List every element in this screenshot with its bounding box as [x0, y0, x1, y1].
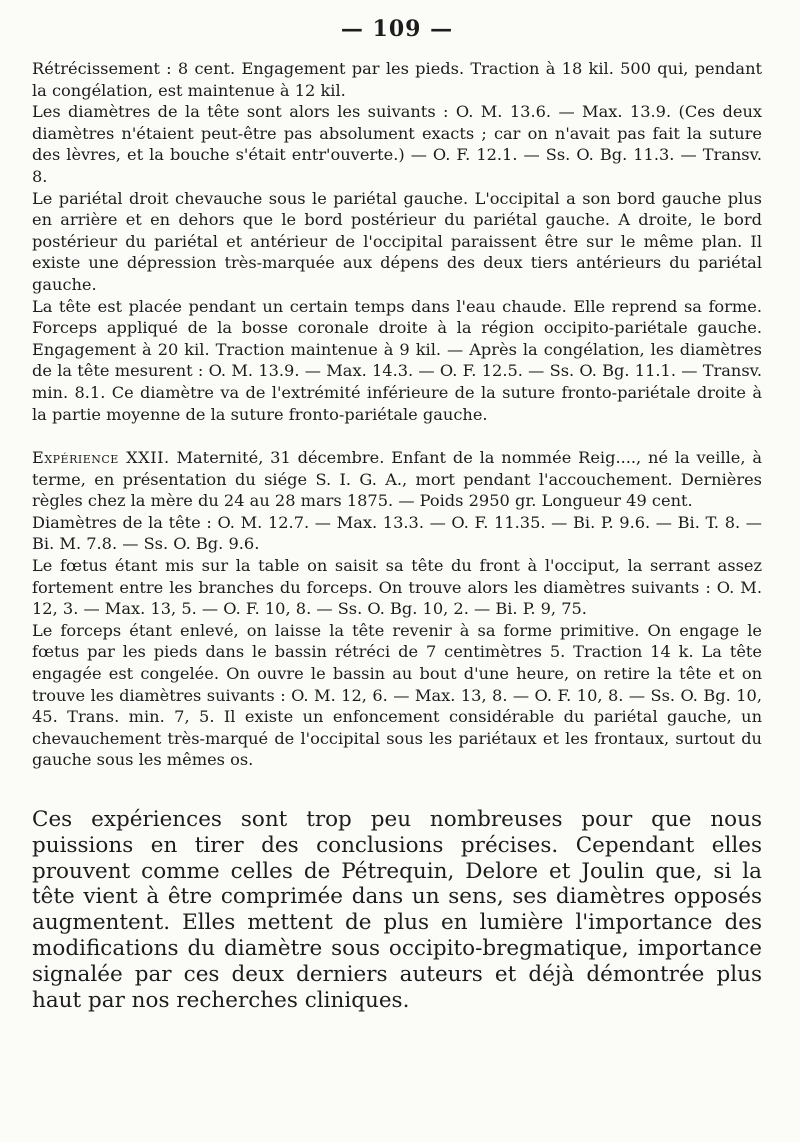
- paragraph-conclusion: Ces expériences sont trop peu nombreuses pour que nous puissions en tirer des conclusions précises. Cependant elles prouvent comme celles de Pétrequin, Delore et Joulin que, si la tête vient à être comprimée dans un sens, ses diamètres opposés augmentent. Elles mettent de plus en lumière l'importance des modifications du diamètre sous occipito-bregmatique, importance signalée par ces deux derniers auteurs et déjà démontrée plus haut par nos recherches cliniques.: [32, 807, 762, 1013]
- experience-intro: [32, 447, 762, 512]
- experience-intro-text: Maternité, 31 décembre. Enfant de la nommée Reig...., né la veille, à terme, en présentation du siége S. I. G. A., mort pendant l'accouchement. Dernières règles chez la mère du 24 au 28 mars 1875. — Poids 2950 gr. Longueur 49 cent.: [32, 448, 762, 511]
- page-number: — 109 —: [340, 16, 454, 42]
- experience-label: Expérience XXII.: [32, 448, 170, 468]
- paragraph-hot-water-forceps: La tête est placée pendant un certain temps dans l'eau chaude. Elle reprend sa forme. Forceps appliqué de la bosse coronale droite à la région occipito-pariétale gauche. Engagement à 20 kil. Traction maintenue à 9 kil. — Après la congélation, les diamètres de la tête mesurent : O. M. 13.9. — Max. 14.3. — O. F. 12.5. — Ss. O. Bg. 11.1. — Transv. min. 8.1. Ce diamètre va de l'extrémité inférieure de la suture fronto-pariétale droite à la partie moyenne de la suture fronto-pariétale gauche.: [32, 296, 762, 424]
- paragraph-experience-forceps: Le fœtus étant mis sur la table on saisit sa tête du front à l'occiput, la serrant assez fortement entre les branches du forceps. On trouve alors les diamètres suivants : O. M. 12, 3. — Max. 13, 5. — O. F. 10, 8. — Ss. O. Bg. 10, 2. — Bi. P. 9, 75.: [32, 556, 762, 619]
- paragraph-experience-diameters: Diamètres de la tête : O. M. 12.7. — Max. 13.3. — O. F. 11.35. — Bi. P. 9.6. — Bi. T. 8. — Bi. M. 7.8. — Ss. O. Bg. 9.6.: [32, 512, 762, 554]
- paragraph-head-diameters: Les diamètres de la tête sont alors les suivants : O. M. 13.6. — Max. 13.9. (Ces deux diamètres n'étaient peut-être pas absolument exacts ; car on n'avait pas fait la suture des lèvres, et la bouche s'était entr'ouverte.) — O. F. 12.1. — Ss. O. Bg. 11.3. — Transv. 8.: [32, 102, 762, 186]
- small-print-section: [32, 58, 762, 771]
- paragraph-parietal-overlap: Le pariétal droit chevauche sous le pariétal gauche. L'occipital a son bord gauche plus en arrière et en dehors que le bord postérieur du pariétal gauche. A droite, le bord postérieur du pariétal et antérieur de l'occipital paraissent être sur le même plan. Il existe une dépression très-marquée aux dépens des deux tiers antérieurs du pariétal gauche.: [32, 188, 762, 294]
- paragraph-experience-congelation: Le forceps étant enlevé, on laisse la tête revenir à sa forme primitive. On engage le fœtus par les pieds dans le bassin rétréci de 7 centimètres 5. Traction 14 k. La tête engagée est congelée. On ouvre le bassin au bout d'une heure, on retire la tête et on trouve les diamètres suivants : O. M. 12, 6. — Max. 13, 8. — O. F. 10, 8. — Ss. O. Bg. 10, 45. Trans. min. 7, 5. Il existe un enfoncement considérable du pariétal gauche, un chevauchement très-marqué de l'occipital sous les pariétaux et les frontaux, surtout du gauche sous les mêmes os.: [32, 620, 762, 770]
- conclusion-section: [32, 807, 762, 1013]
- paragraph-narrowing: Rétrécissement : 8 cent. Engagement par les pieds. Traction à 18 kil. 500 qui, pendant la congélation, est maintenue à 12 kil.: [32, 59, 762, 100]
- section-gap: [32, 425, 762, 447]
